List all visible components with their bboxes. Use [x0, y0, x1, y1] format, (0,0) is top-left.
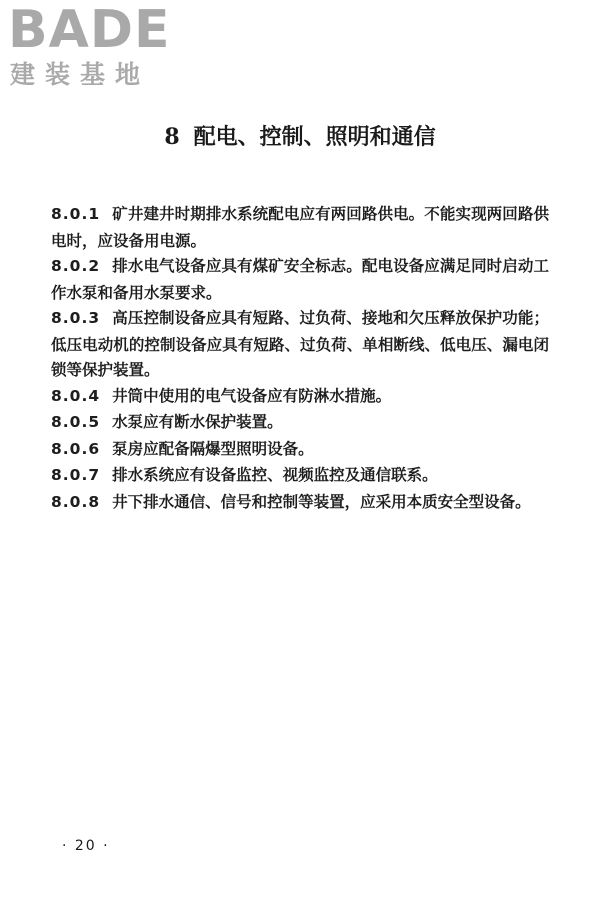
clause-number: 8.0.5: [51, 413, 101, 431]
chapter-title-text: 配电、控制、照明和通信: [193, 124, 436, 150]
clause-8-0-3: [51, 305, 549, 383]
clause-number: 8.0.4: [51, 386, 101, 405]
clause-8-0-5: [51, 409, 549, 436]
clause-number: 8.0.6: [51, 439, 101, 458]
clause-8-0-4: [51, 383, 549, 410]
logo-wordmark: BADE: [8, 0, 171, 60]
clause-number: 8.0.3: [51, 309, 101, 327]
clause-text: 排水系统应有设备监控、视频监控及通信联系。: [112, 465, 438, 484]
clause-number: 8.0.7: [51, 466, 101, 484]
clause-8-0-8: [51, 489, 549, 516]
clause-list: [51, 201, 549, 515]
logo-subtitle: 建装基地: [10, 60, 151, 89]
chapter-title: [0, 122, 600, 152]
clause-text: 水泵应有断水保护装置。: [112, 412, 283, 431]
clause-8-0-1: [51, 201, 549, 253]
clause-text: 矿井建井时期排水系统配电应有两回路供电。不能实现两回路供电时，应设备用电源。: [51, 204, 549, 250]
clause-8-0-2: [51, 253, 549, 305]
clause-number: 8.0.2: [51, 257, 101, 275]
clause-text: 高压控制设备应具有短路、过负荷、接地和欠压释放保护功能；低压电动机的控制设备应具有短路、过负荷、单相断线、低电压、漏电闭锁等保护装置。: [51, 308, 549, 379]
clause-text: 排水电气设备应具有煤矿安全标志。配电设备应满足同时启动工作水泵和备用水泵要求。: [51, 256, 549, 302]
clause-8-0-6: [51, 436, 549, 463]
chapter-number: 8: [164, 124, 180, 150]
clause-text: 泵房应配备隔爆型照明设备。: [112, 438, 314, 458]
page-number: · 20 ·: [62, 838, 110, 854]
bade-logo: [8, 2, 178, 94]
clause-text: 井下排水通信、信号和控制等装置，应采用本质安全型设备。: [112, 491, 531, 511]
clause-number: 8.0.1: [51, 205, 101, 223]
clause-number: 8.0.8: [51, 492, 101, 511]
clause-8-0-7: [51, 462, 549, 489]
clause-text: 井筒中使用的电气设备应有防淋水措施。: [112, 385, 392, 405]
